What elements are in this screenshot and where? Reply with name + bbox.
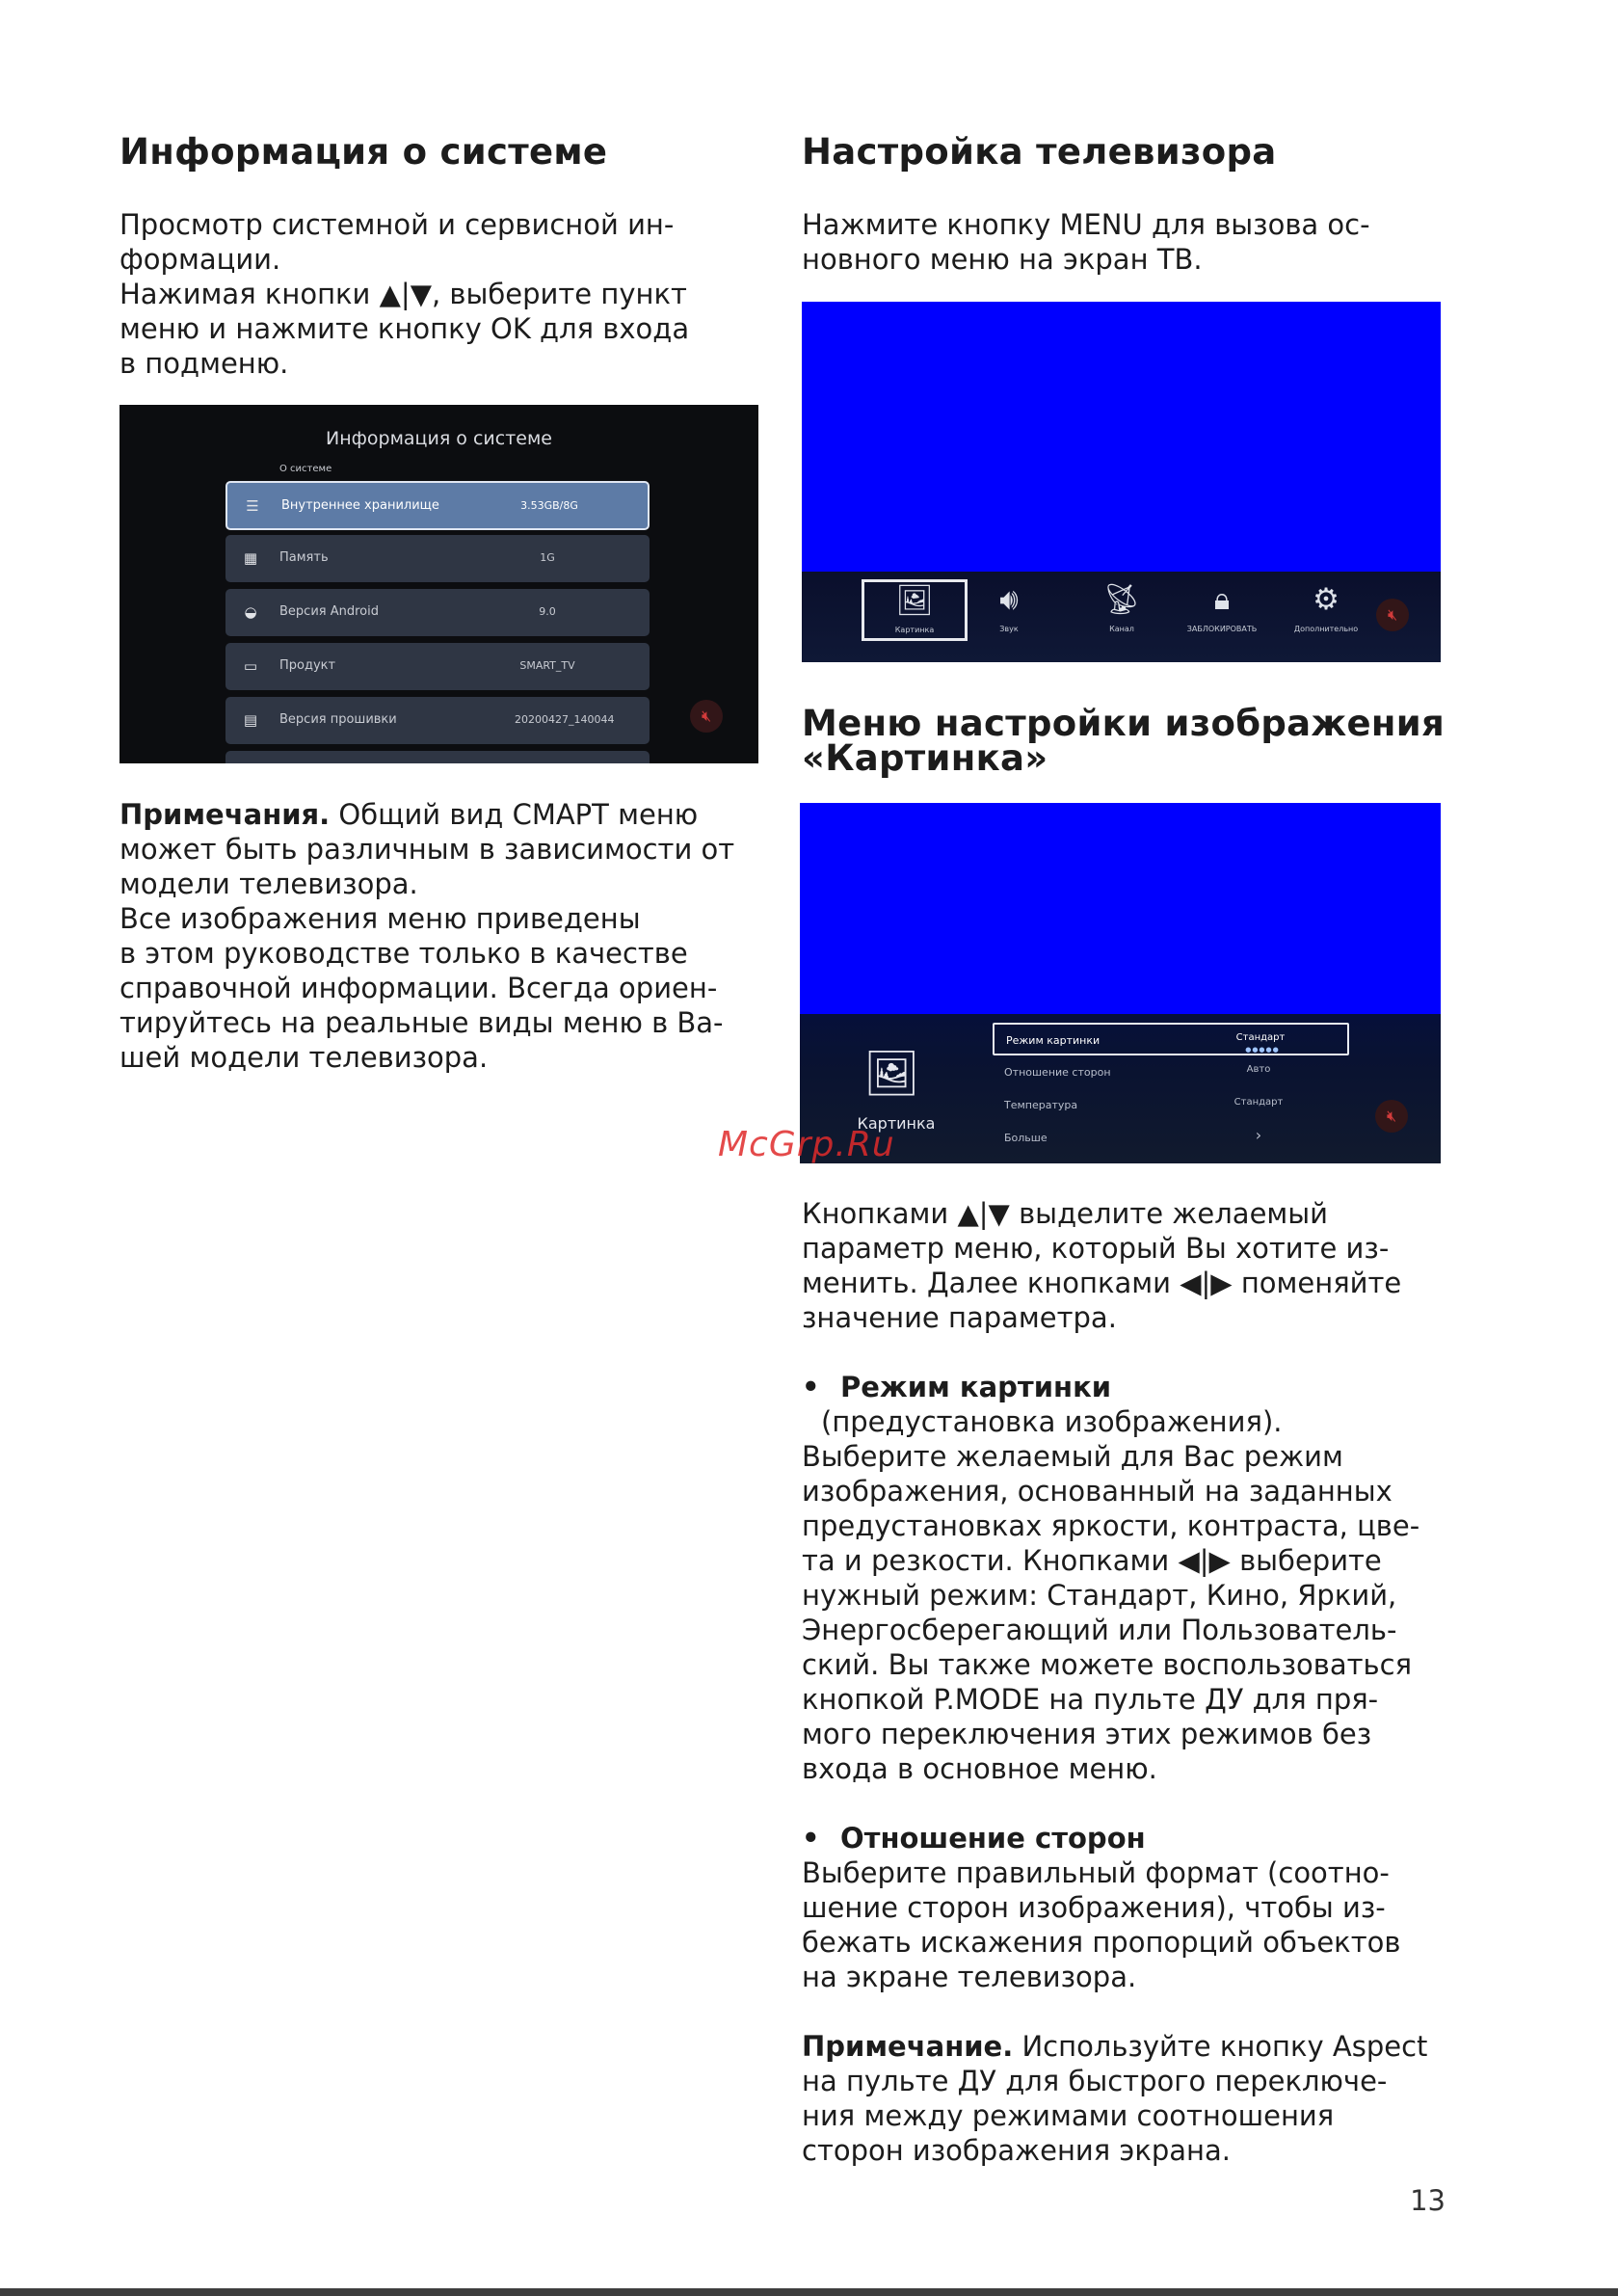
note-text: [802, 2029, 1457, 2168]
system-info-text: [119, 207, 775, 381]
adjust-text: [802, 1196, 1457, 1335]
text-line: нужный режим: Стандарт, Кино, Яркий,: [802, 1579, 1397, 1612]
text-line: ский. Вы также можете воспользоваться: [802, 1648, 1413, 1681]
bottom-rule: [0, 2288, 1618, 2296]
text-line: может быть различным в зависимости от: [119, 833, 735, 866]
text-line: сторон изображения экрана.: [802, 2134, 1231, 2167]
notes-label: Примечания.: [119, 798, 331, 831]
sysinfo-row-android[interactable]: [225, 589, 650, 636]
text-line: мого переключения этих режимов без: [802, 1718, 1372, 1750]
text-line: параметр меню, который Вы хотите из-: [802, 1232, 1390, 1265]
text-line: шение сторон изображения), чтобы из-: [802, 1891, 1386, 1924]
picture-icon: 🖼︎: [863, 1047, 920, 1099]
row-value: 20200427_140044: [515, 713, 615, 726]
option-label: Больше: [1004, 1132, 1048, 1144]
text-line: [119, 797, 775, 832]
screen-subtitle: О системе: [279, 464, 332, 474]
section-heading-system-info: Информация о системе: [119, 131, 608, 173]
text-line: изображения, основанный на заданных: [802, 1475, 1393, 1508]
text-line: та и резкости. Кнопками ◀|▶ выберите: [802, 1544, 1382, 1577]
row-value: 1G: [540, 551, 555, 564]
text-line: Выберите желаемый для Вас режим: [802, 1440, 1343, 1473]
text-line: формации.: [119, 243, 281, 276]
menu-item-label: Звук: [999, 625, 1019, 633]
sysinfo-row-product[interactable]: [225, 643, 650, 690]
text-line: ния между режимами соотношения: [802, 2099, 1335, 2132]
text-line: Просмотр системной и сервисной ин-: [119, 208, 675, 241]
text-line: на пульте ДУ для быстрого переключе-: [802, 2065, 1388, 2097]
row-label: Версия прошивки: [279, 712, 397, 727]
heading-line: «Картинка»: [802, 737, 1048, 779]
menu-item-lock[interactable]: [1174, 581, 1270, 643]
text-line: модели телевизора.: [119, 868, 418, 900]
text-line: Нажмите кнопку MENU для вызова ос-: [802, 208, 1370, 241]
bullet-list: [802, 1370, 1457, 1404]
right-column-heading: [802, 131, 1457, 173]
text-line: на экране телевизора.: [802, 1961, 1137, 1993]
lock-icon: 🔒︎: [1213, 582, 1231, 617]
picture-icon: 🖼︎: [895, 583, 934, 618]
menu-item-label: Дополнительно: [1293, 625, 1359, 633]
row-value: 9.0: [539, 605, 556, 618]
row-label: Внутреннее хранилище: [281, 498, 439, 513]
firmware-icon: ▤: [243, 711, 258, 729]
sysinfo-row-storage[interactable]: [225, 481, 650, 530]
section-heading-tv-setup: Настройка телевизора: [802, 131, 1277, 173]
text-line: новного меню на экран ТВ.: [802, 243, 1203, 276]
option-label: Режим картинки: [1006, 1034, 1101, 1047]
bullet-list: [802, 1821, 1457, 1855]
menu-item-label: ЗАБЛОКИРОВАТЬ: [1186, 625, 1258, 633]
mute-icon: 🔇︎: [1375, 1100, 1408, 1133]
screen-title: Информация о системе: [326, 428, 552, 449]
text-line: менить. Далее кнопками ◀|▶ поменяйте: [802, 1267, 1402, 1299]
page-number: 13: [1410, 2184, 1446, 2217]
text-line: Нажимая кнопки ▲|▼, выберите пункт: [119, 278, 687, 310]
row-label: Память: [279, 550, 329, 565]
text-line: шей модели телевизора.: [119, 1041, 489, 1074]
text-line: Энергосберегающий или Пользователь-: [802, 1614, 1397, 1646]
option-picture-mode[interactable]: [993, 1023, 1349, 1055]
option-temperature[interactable]: [993, 1089, 1349, 1120]
text-line: кнопкой P.MODE на пульте ДУ для пря-: [802, 1683, 1379, 1716]
sysinfo-row-partial: [225, 751, 650, 763]
option-label: Температура: [1004, 1099, 1078, 1111]
text-line: в этом руководстве только в качестве: [119, 937, 688, 970]
storage-icon: ☰: [246, 497, 259, 515]
menu-item-label: Картинка: [894, 626, 935, 634]
text-line: справочной информации. Всегда ориен-: [119, 972, 718, 1004]
text-line: бежать искажения пропорций объектов: [802, 1926, 1401, 1959]
text-line: [802, 2029, 1457, 2064]
text-line: (предустановка изображения).: [821, 1405, 1283, 1438]
mute-icon: 🔇︎: [690, 700, 723, 733]
channel-icon: 📡︎: [1102, 582, 1141, 617]
note-label: Примечание.: [802, 2030, 1014, 2063]
sysinfo-row-firmware[interactable]: [225, 697, 650, 744]
text-line: Кнопками ▲|▼ выделите желаемый: [802, 1197, 1329, 1230]
option-more[interactable]: [993, 1122, 1349, 1153]
bullet-title: • Режим картинки: [802, 1370, 1457, 1404]
tv-setup-text: [802, 207, 1457, 277]
menu-item-sound[interactable]: [961, 581, 1057, 643]
menu-item-settings[interactable]: [1278, 581, 1374, 643]
text-line: входа в основное меню.: [802, 1752, 1157, 1785]
bullet-aspect-ratio: [802, 1821, 1457, 1994]
value-indicator-dots: ●●●●●: [1245, 1046, 1280, 1054]
row-value: 3.53GB/8G: [520, 499, 578, 512]
sound-icon: 🔊︎: [999, 582, 1019, 617]
text-line: тируйтесь на реальные виды меню в Ва-: [119, 1006, 724, 1039]
bullet-picture-mode: [802, 1370, 1457, 1786]
text-line: в подменю.: [119, 347, 289, 380]
text-line: Выберите правильный формат (соотно-: [802, 1856, 1390, 1889]
picture-menu-screenshot: [800, 803, 1441, 1163]
bullet-title: • Отношение сторон: [802, 1821, 1457, 1855]
menu-item-picture[interactable]: [862, 579, 968, 641]
notes-text: [119, 797, 775, 1075]
section-label: Картинка: [857, 1114, 936, 1133]
heading-line: Меню настройки изображения: [802, 703, 1446, 744]
picture-menu-panel: [800, 1014, 1441, 1163]
android-icon: ◒: [244, 603, 257, 621]
text-line: меню и нажмите кнопку OK для входа: [119, 312, 690, 345]
system-info-screenshot: [119, 405, 758, 763]
menu-item-label: Канал: [1109, 625, 1134, 633]
option-aspect-ratio[interactable]: [993, 1056, 1349, 1087]
row-value: SMART_TV: [519, 659, 575, 672]
option-label: Отношение сторон: [1004, 1066, 1111, 1079]
settings-icon: ⚙: [1313, 582, 1339, 617]
picture-menu-heading: [802, 703, 1457, 779]
note-first-line: Используйте кнопку Aspect: [1013, 2030, 1428, 2063]
option-value: Стандарт: [1235, 1032, 1286, 1043]
mute-icon: 🔇︎: [1376, 599, 1409, 631]
menu-item-channel[interactable]: [1074, 581, 1170, 643]
memory-icon: ▦: [243, 549, 258, 567]
text-line: Все изображения меню приведены: [119, 902, 641, 935]
watermark: McGrp.Ru: [718, 1125, 895, 1164]
main-menu-screenshot: [802, 302, 1441, 662]
left-column: [119, 131, 775, 173]
text-line: значение параметра.: [802, 1301, 1117, 1334]
option-value: Авто: [1246, 1064, 1271, 1075]
main-menu-bar: [802, 572, 1441, 662]
chevron-right-icon: ›: [1255, 1126, 1262, 1144]
notes-first-line: Общий вид СМАРТ меню: [330, 798, 699, 831]
row-label: Продукт: [279, 658, 336, 673]
monitor-icon: ▭: [243, 657, 258, 675]
row-label: Версия Android: [279, 604, 379, 619]
text-line: предустановках яркости, контраста, цве-: [802, 1509, 1420, 1542]
sysinfo-row-memory[interactable]: [225, 535, 650, 582]
option-value: Стандарт: [1233, 1097, 1284, 1108]
